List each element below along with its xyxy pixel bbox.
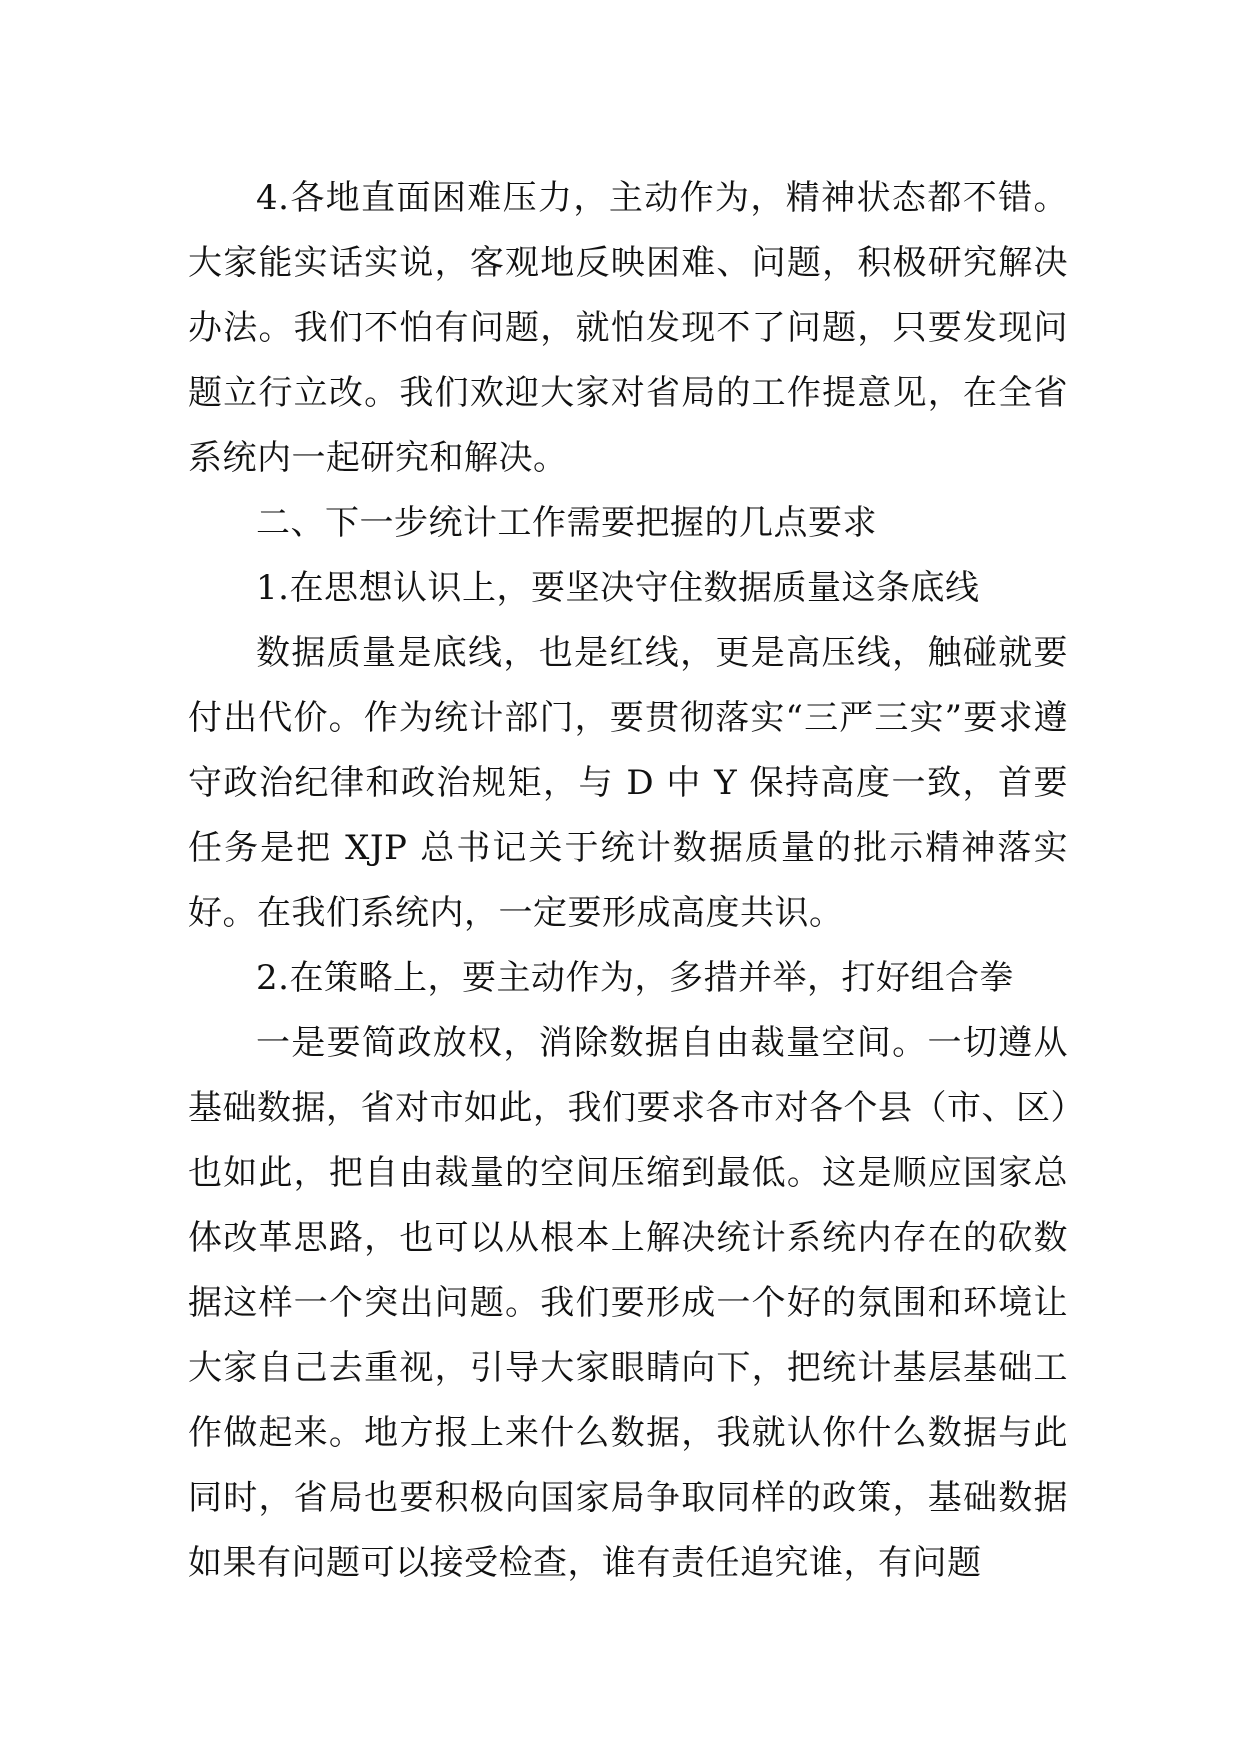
section-heading-2: 二、下一步统计工作需要把握的几点要求: [256, 503, 877, 543]
paragraph-point-4: 4.各地直面困难压力，主动作为，精神状态都不错。大家能实话实说，客观地反映困难、问题，积极研究解决办法。我们不怕有问题，就怕发现不了问题，只要发现问题立行立改。我们欢迎大家对省局的工作提意见，在全省系统内一起研究和解决。: [188, 178, 1068, 478]
paragraph-data-quality: 数据质量是底线，也是红线，更是高压线，触碰就要付出代价。作为统计部门，要贯彻落实“三严三实”要求遵守政治纪律和政治规矩，与 D 中 Y 保持高度一致，首要任务是把 XJP 总书记关于统计数据质量的批示精神落实好。在我们系统内，一定要形成高度共识。: [188, 633, 1068, 933]
subheading-2: 2.在策略上，要主动作为，多措并举，打好组合拳: [256, 958, 1014, 998]
subheading-1: 1.在思想认识上，要坚决守住数据质量这条底线: [256, 568, 980, 608]
paragraph-decentralization: 一是要简政放权，消除数据自由裁量空间。一切遵从基础数据，省对市如此，我们要求各市对各个县（市、区）也如此，把自由裁量的空间压缩到最低。这是顺应国家总体改革思路，也可以从根本上解决统计系统内存在的砍数据这样一个突出问题。我们要形成一个好的氛围和环境让大家自己去重视，引导大家眼睛向下，把统计基层基础工作做起来。地方报上来什么数据，我就认你什么数据与此同时，省局也要积极向国家局争取同样的政策，基础数据如果有问题可以接受检查，谁有责任追究谁，有问题: [188, 1023, 1068, 1583]
document-body: [188, 166, 1068, 1596]
